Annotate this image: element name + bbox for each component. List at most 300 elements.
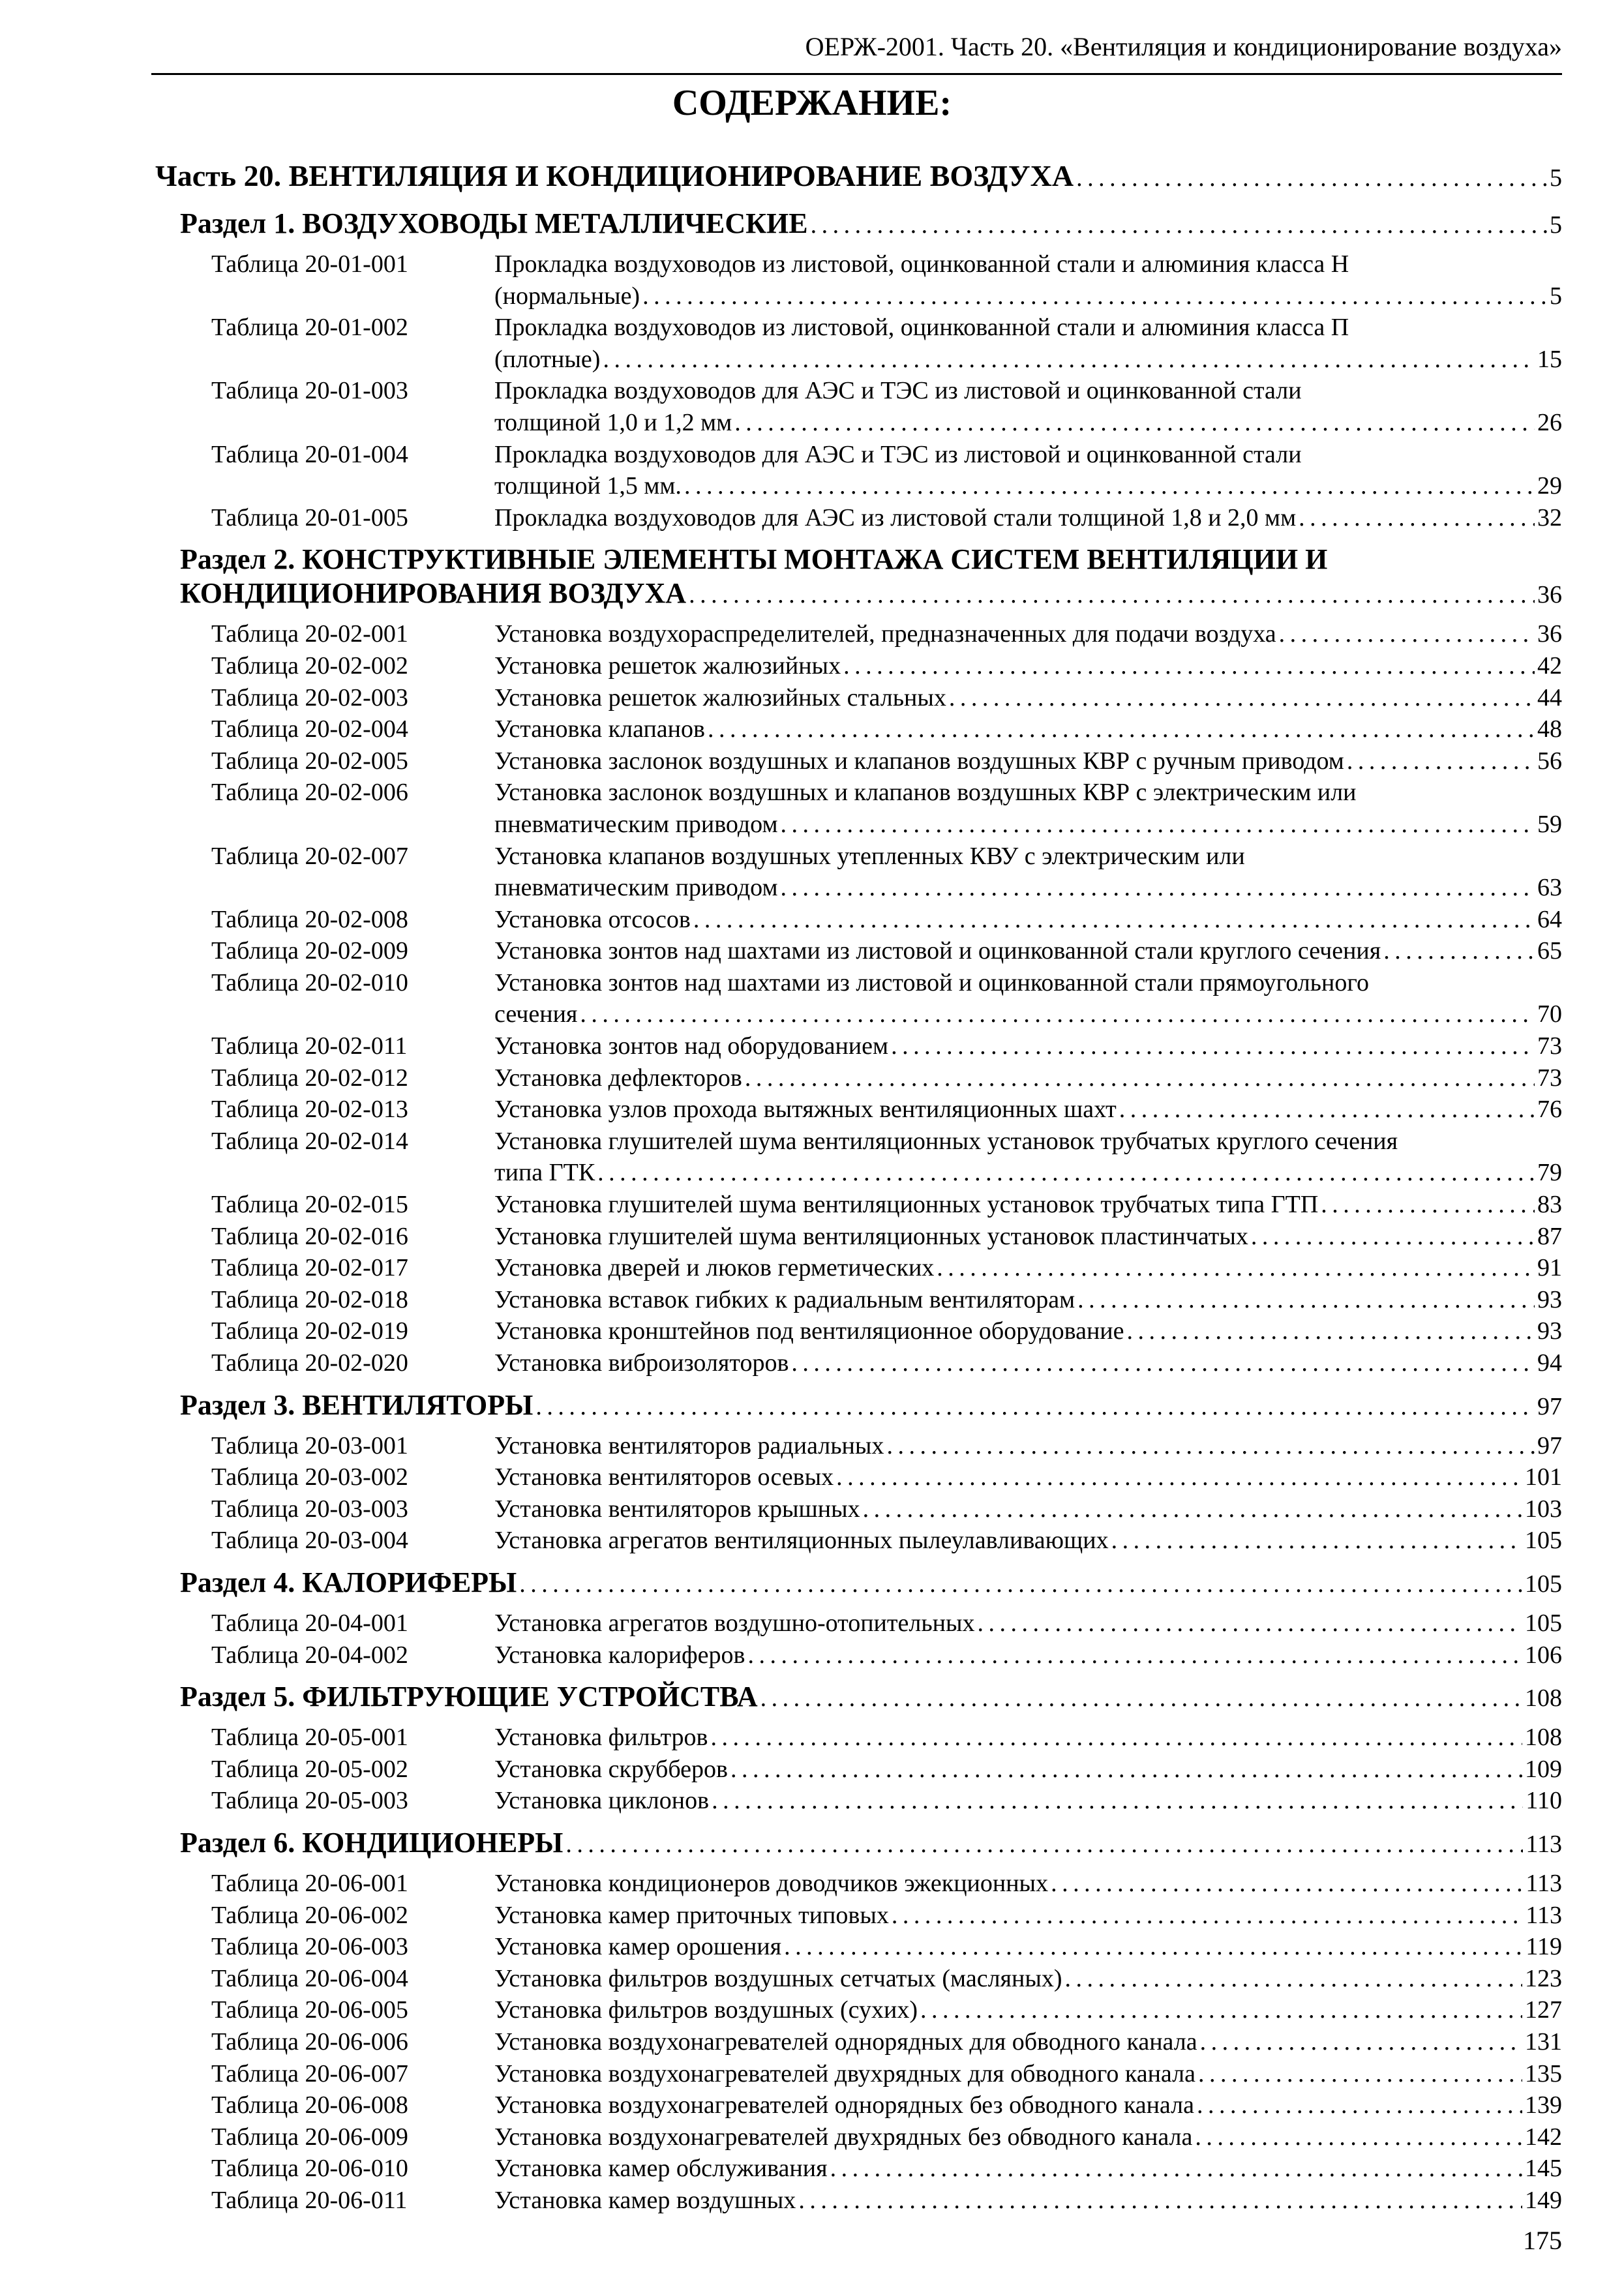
toc-entry-title: Установка камер обслуживания (494, 2155, 828, 2183)
toc-leader-line (494, 1493, 1562, 1525)
toc-page-number: 135 (1525, 2059, 1562, 2087)
toc-entry-text (494, 312, 1562, 375)
toc-page-number: 73 (1537, 1032, 1562, 1060)
toc-page-number: 101 (1525, 1463, 1562, 1491)
toc-section-heading-line1: Раздел 2. КОНСТРУКТИВНЫЕ ЭЛЕМЕНТЫ МОНТАЖА СИСТЕМ ВЕНТИЛЯЦИИ И (180, 543, 1328, 576)
toc-entry-text (494, 618, 1562, 650)
toc-entry-title: Установка глушителей шума вентиляционных установок пластинчатых (494, 1222, 1248, 1250)
toc-page-number: 105 (1525, 1570, 1562, 1598)
toc-entry-title: толщиной 1,0 и 1,2 мм (494, 408, 732, 436)
toc-table-entry[interactable] (155, 618, 1562, 650)
toc-page-number: 105 (1525, 1527, 1562, 1555)
toc-page-number: 139 (1525, 2091, 1562, 2119)
toc-table-code: Таблица 20-02-013 (211, 1096, 408, 1124)
toc-entry-title: Установка циклонов (494, 1787, 710, 1815)
toc-table-entry[interactable] (155, 1347, 1562, 1379)
toc-entry-title: Установка скрубберов (494, 1755, 728, 1783)
toc-entry-text (494, 777, 1562, 840)
toc-table-code: Таблица 20-02-007 (211, 842, 408, 870)
toc-entry-text (494, 1252, 1562, 1284)
toc-leader-line (494, 470, 1562, 502)
toc-entry-title: Установка клапанов (494, 715, 705, 743)
toc-table-entry[interactable] (155, 1754, 1562, 1786)
dot-leader (1119, 1094, 1535, 1126)
toc-page-number: 36 (1537, 581, 1562, 609)
toc-page-number: 109 (1525, 1755, 1562, 1783)
toc-entry-title: Установка камер орошения (494, 1933, 782, 1961)
toc-table-entry[interactable] (155, 312, 1562, 375)
toc-table-entry[interactable] (155, 1284, 1562, 1316)
toc-entry-title: Установка отсосов (494, 905, 691, 933)
toc-table-code: Таблица 20-06-010 (211, 2155, 408, 2183)
dot-leader (711, 1722, 1523, 1754)
toc-table-code: Таблица 20-05-002 (211, 1755, 408, 1783)
toc-page-number: 145 (1525, 2155, 1562, 2183)
toc-table-entry[interactable] (155, 777, 1562, 840)
toc-table-entry[interactable] (155, 2185, 1562, 2217)
toc-leader-line (494, 2089, 1562, 2121)
toc-table-entry[interactable] (155, 1639, 1562, 1671)
dot-leader (781, 872, 1535, 904)
dot-leader (949, 682, 1535, 714)
toc-page-number: 76 (1537, 1096, 1562, 1124)
toc-entry-title: (нормальные) (494, 282, 640, 310)
toc-page-number: 123 (1525, 1964, 1562, 1992)
toc-table-entry[interactable] (155, 1094, 1562, 1126)
toc-table-code: Таблица 20-02-003 (211, 683, 408, 711)
toc-leader-line (494, 1221, 1562, 1253)
toc-table-entry[interactable] (155, 2026, 1562, 2058)
toc-entry-text (494, 1525, 1562, 1557)
toc-table-code: Таблица 20-04-002 (211, 1641, 408, 1669)
toc-entry-title: Установка кондиционеров доводчиков эжекционных (494, 1869, 1049, 1897)
toc-part-heading[interactable] (155, 157, 1562, 198)
toc-leader-line (180, 1680, 1562, 1715)
toc-page-number: 48 (1537, 715, 1562, 743)
toc-page-number: 113 (1526, 1869, 1562, 1897)
toc-table-entry[interactable] (155, 2089, 1562, 2121)
toc-table-entry[interactable] (155, 745, 1562, 777)
toc-section-heading[interactable] (155, 1826, 1562, 1861)
toc-table-code: Таблица 20-02-011 (211, 1032, 408, 1060)
toc-leader-line (494, 1094, 1562, 1126)
dot-leader (535, 1388, 1535, 1424)
dot-leader (1127, 1315, 1535, 1347)
toc-table-entry[interactable] (155, 1030, 1562, 1062)
toc-entry-text (494, 745, 1562, 777)
toc-leader-line (494, 1430, 1562, 1462)
toc-page-number: 36 (1537, 620, 1562, 648)
toc-table-entry[interactable] (155, 1931, 1562, 1963)
toc-leader-line (494, 2121, 1562, 2153)
dot-leader (760, 1680, 1522, 1715)
dot-leader (1321, 1189, 1535, 1221)
toc-entry-title: Установка камер приточных типовых (494, 1901, 889, 1929)
toc-entry-title: Установка воздухонагревателей однорядных для обводного канала (494, 2027, 1197, 2056)
toc-entry-text (494, 1062, 1562, 1094)
toc-leader-line (155, 157, 1562, 198)
toc-table-code: Таблица 20-03-001 (211, 1431, 408, 1459)
toc-table-code: Таблица 20-03-003 (211, 1495, 408, 1523)
toc-section-heading[interactable] (155, 543, 1562, 612)
toc-page-number: 108 (1525, 1684, 1562, 1713)
toc-entry-title: пневматическим приводом (494, 874, 778, 902)
dot-leader (1200, 2026, 1522, 2058)
toc-entry-title: Установка фильтров (494, 1724, 708, 1752)
toc-page-number: 73 (1537, 1064, 1562, 1092)
toc-leader-line (494, 1785, 1562, 1817)
toc-entry-text (494, 1094, 1562, 1126)
toc-leader-line (494, 2026, 1562, 2058)
toc-table-entry[interactable] (155, 1062, 1562, 1094)
toc-entry-title: Установка вставок гибких к радиальным вентиляторам (494, 1285, 1075, 1313)
toc-table-entry[interactable] (155, 682, 1562, 714)
toc-page-number: 127 (1525, 1996, 1562, 2024)
toc-table-entry[interactable] (155, 1315, 1562, 1347)
dot-leader (784, 1931, 1523, 1963)
dot-leader (836, 1461, 1522, 1493)
toc-entry-text (494, 904, 1562, 936)
toc-leader-line (494, 280, 1562, 312)
toc-leader-line (494, 1900, 1562, 1932)
toc-entry-text (494, 1931, 1562, 1963)
toc-table-entry[interactable] (155, 1221, 1562, 1253)
toc-page-number: 5 (1550, 282, 1562, 310)
toc-entry-title: Установка заслонок воздушных и клапанов воздушных КВР с ручным приводом (494, 747, 1344, 775)
toc-leader-line (180, 207, 1562, 242)
toc-table-entry[interactable] (155, 1252, 1562, 1284)
dot-leader (1077, 1284, 1535, 1316)
toc-table-entry[interactable] (155, 1994, 1562, 2026)
toc-entry-title: Установка виброизоляторов (494, 1349, 789, 1377)
toc-table-entry[interactable] (155, 1493, 1562, 1525)
toc-table-code: Таблица 20-06-006 (211, 2027, 408, 2056)
toc-page-number: 44 (1537, 683, 1562, 711)
toc-table-entry[interactable] (155, 1608, 1562, 1639)
toc-entry-title-line1: Прокладка воздуховодов из листовой, оцинкованной стали и алюминия класса П (494, 314, 1349, 342)
toc-table-code: Таблица 20-01-001 (211, 250, 408, 278)
toc-page-number: 87 (1537, 1222, 1562, 1250)
toc-leader-line (494, 1868, 1562, 1900)
toc-entry-text (494, 1900, 1562, 1932)
toc-table-code: Таблица 20-02-001 (211, 620, 408, 648)
toc-page-number: 131 (1525, 2027, 1562, 2056)
toc-leader-line (494, 713, 1562, 745)
toc-entry-title: (плотные) (494, 345, 601, 373)
toc-entry-text (494, 713, 1562, 745)
toc-entry-text (494, 967, 1562, 1030)
toc-table-code: Таблица 20-02-019 (211, 1317, 408, 1345)
toc-table-code: Таблица 20-03-004 (211, 1527, 408, 1555)
toc-page-number: 83 (1537, 1191, 1562, 1219)
toc-entry-text (494, 375, 1562, 438)
dot-leader (978, 1608, 1522, 1639)
dot-leader (1197, 2089, 1522, 2121)
toc-table-code: Таблица 20-02-014 (211, 1127, 408, 1155)
header-rule (151, 73, 1562, 75)
toc-table-entry[interactable] (155, 1868, 1562, 1900)
toc-entry-title-line1: Прокладка воздуховодов для АЭС и ТЭС из листовой и оцинкованной стали (494, 377, 1302, 405)
toc-table-entry[interactable] (155, 650, 1562, 682)
toc-leader-line (494, 1189, 1562, 1221)
toc-leader-line (494, 904, 1562, 936)
dot-leader (712, 1785, 1523, 1817)
dot-leader (745, 1062, 1535, 1094)
dot-leader (730, 1754, 1522, 1786)
toc-entry-text (494, 2121, 1562, 2153)
toc-page-number: 32 (1537, 503, 1562, 531)
toc-entry-text (494, 2185, 1562, 2217)
dot-leader (830, 2153, 1522, 2185)
toc-section-heading[interactable] (155, 1388, 1562, 1424)
toc-table-entry[interactable] (155, 1189, 1562, 1221)
dot-leader (1111, 1525, 1522, 1557)
toc-table-entry[interactable] (155, 904, 1562, 936)
toc-page-number: 103 (1525, 1495, 1562, 1523)
toc-table-code: Таблица 20-02-012 (211, 1064, 408, 1092)
toc-leader-line (494, 745, 1562, 777)
toc-leader-line (494, 2058, 1562, 2090)
toc-entry-title-line1: Прокладка воздуховодов для АЭС и ТЭС из листовой и оцинкованной стали (494, 440, 1302, 468)
toc-page-number: 29 (1537, 472, 1562, 500)
toc-entry-text (494, 1868, 1562, 1900)
toc-leader-line (494, 2153, 1562, 2185)
toc-entry-text (494, 2026, 1562, 2058)
toc-entry-text (494, 1126, 1562, 1189)
toc-entry-text (494, 502, 1562, 534)
toc-table-entry[interactable] (155, 2121, 1562, 2153)
toc-entry-text (494, 1221, 1562, 1253)
dot-leader (1051, 1868, 1523, 1900)
toc-entry-text (494, 1347, 1562, 1379)
toc-table-code: Таблица 20-06-005 (211, 1996, 408, 2024)
toc-table-entry[interactable] (155, 1963, 1562, 1995)
toc-table-code: Таблица 20-02-005 (211, 747, 408, 775)
toc-table-entry[interactable] (155, 1900, 1562, 1932)
toc-leader-line (494, 935, 1562, 967)
toc-table-code: Таблица 20-01-005 (211, 503, 408, 531)
dot-leader (791, 1347, 1535, 1379)
toc-page-number: 93 (1537, 1317, 1562, 1345)
toc-entry-text (494, 1785, 1562, 1817)
toc-entry-title: типа ГТК (494, 1159, 595, 1187)
toc-table-entry[interactable] (155, 2058, 1562, 2090)
toc-entry-text (494, 2058, 1562, 2090)
toc-entry-text (494, 682, 1562, 714)
toc-page-number: 91 (1537, 1254, 1562, 1282)
dot-leader (689, 576, 1535, 612)
toc-leader-line (494, 650, 1562, 682)
toc-entry-title: Установка агрегатов вентиляционных пылеулавливающих (494, 1527, 1109, 1555)
toc-leader-line (494, 1252, 1562, 1284)
toc-page-number: 97 (1537, 1431, 1562, 1459)
toc-leader-line (494, 1525, 1562, 1557)
toc-entry-title: Установка глушителей шума вентиляционных установок трубчатых типа ГТП (494, 1191, 1319, 1219)
toc-leader-line (494, 618, 1562, 650)
toc-table-code: Таблица 20-02-010 (211, 968, 408, 996)
dot-leader (734, 407, 1535, 439)
toc-table-code: Таблица 20-06-001 (211, 1869, 408, 1897)
toc-entry-title: Установка камер воздушных (494, 2186, 796, 2214)
toc-section-heading[interactable] (155, 1566, 1562, 1601)
toc-entry-title: Установка воздухонагревателей однорядных без обводного канала (494, 2091, 1194, 2119)
toc-entry-title-line1: Установка заслонок воздушных и клапанов воздушных КВР с электрическим или (494, 779, 1357, 807)
toc-page-number: 105 (1525, 1609, 1562, 1637)
dot-leader (1299, 502, 1535, 534)
dot-leader (891, 1030, 1535, 1062)
toc-page-number: 42 (1537, 651, 1562, 680)
toc-entry-title: Установка зонтов над оборудованием (494, 1032, 889, 1060)
toc-table-entry[interactable] (155, 1430, 1562, 1462)
dot-leader (580, 998, 1535, 1030)
toc-entry-text (494, 841, 1562, 904)
toc-page-number: 93 (1537, 1285, 1562, 1313)
dot-leader (684, 470, 1535, 502)
dot-leader (1383, 935, 1535, 967)
toc-table-code: Таблица 20-04-001 (211, 1609, 408, 1637)
toc-table-entry[interactable] (155, 502, 1562, 534)
toc-leader-line (494, 998, 1562, 1030)
toc-table-entry[interactable] (155, 713, 1562, 745)
toc-table-code: Таблица 20-01-003 (211, 377, 408, 405)
toc-leader-line (180, 1566, 1562, 1601)
toc-table-code: Таблица 20-02-017 (211, 1254, 408, 1282)
dot-leader (1251, 1221, 1535, 1253)
toc-entry-text (494, 248, 1562, 312)
toc-entry-title: Установка фильтров воздушных сетчатых (масляных) (494, 1964, 1062, 1992)
toc-table-code: Таблица 20-06-004 (211, 1964, 408, 1992)
toc-table-entry[interactable] (155, 2153, 1562, 2185)
toc-entry-title: Установка решеток жалюзийных стальных (494, 683, 946, 711)
toc-page-number: 59 (1537, 810, 1562, 838)
toc-table-code: Таблица 20-02-002 (211, 651, 408, 680)
toc-table-entry[interactable] (155, 1461, 1562, 1493)
toc-leader-line (494, 1754, 1562, 1786)
toc-leader-line (494, 502, 1562, 534)
dot-leader (811, 207, 1547, 242)
dot-leader (892, 1900, 1524, 1932)
toc-leader-line (494, 1284, 1562, 1316)
dot-leader (843, 650, 1535, 682)
toc-entry-title: Раздел 1. ВОЗДУХОВОДЫ МЕТАЛЛИЧЕСКИЕ (180, 207, 808, 239)
toc-page-number: 26 (1537, 408, 1562, 436)
toc-table-code: Таблица 20-06-002 (211, 1901, 408, 1929)
toc-table-entry[interactable] (155, 439, 1562, 502)
toc-page-number: 149 (1525, 2186, 1562, 2214)
dot-leader (798, 2185, 1522, 2217)
toc-page-number: 64 (1537, 905, 1562, 933)
toc-page-number: 108 (1525, 1724, 1562, 1752)
toc-entry-title: Установка вентиляторов радиальных (494, 1431, 884, 1459)
toc-entry-title: Установка решеток жалюзийных (494, 651, 841, 680)
toc-table-entry[interactable] (155, 1126, 1562, 1189)
toc-entry-text (494, 1189, 1562, 1221)
toc-table-code: Таблица 20-02-015 (211, 1191, 408, 1219)
dot-leader (781, 809, 1535, 841)
toc-entry-title: Установка вентиляторов крышных (494, 1495, 860, 1523)
toc-entry-title: пневматическим приводом (494, 810, 778, 838)
dot-leader (565, 1826, 1523, 1861)
toc-entry-title: Раздел 3. ВЕНТИЛЯТОРЫ (180, 1388, 534, 1421)
page-title: СОДЕРЖАНИЕ: (672, 83, 952, 123)
toc-table-code: Таблица 20-03-002 (211, 1463, 408, 1491)
toc-leader-line (494, 2185, 1562, 2217)
toc-page-number: 119 (1526, 1933, 1562, 1961)
dot-leader (748, 1639, 1523, 1671)
toc-entry-title-line1: Установка глушителей шума вентиляционных установок трубчатых круглого сечения (494, 1127, 1398, 1155)
toc-entry-text (494, 1461, 1562, 1493)
dot-leader (1195, 2121, 1522, 2153)
dot-leader (1279, 618, 1535, 650)
toc-entry-text (494, 2089, 1562, 2121)
toc-table-entry[interactable] (155, 248, 1562, 312)
toc-entry-text (494, 439, 1562, 502)
toc-page-number: 65 (1537, 937, 1562, 965)
toc-entry-text (494, 1754, 1562, 1786)
toc-table-code: Таблица 20-06-007 (211, 2059, 408, 2087)
toc-leader-line (180, 1388, 1562, 1424)
toc-leader-line (494, 1963, 1562, 1995)
toc-table-entry[interactable] (155, 1525, 1562, 1557)
toc-entry-text (494, 1430, 1562, 1462)
toc-entry-title: Установка воздухонагревателей двухрядных без обводного канала (494, 2123, 1193, 2151)
toc-page-number: 113 (1526, 1830, 1562, 1858)
toc-leader-line (494, 1722, 1562, 1754)
toc-table-entry[interactable] (155, 967, 1562, 1030)
dot-leader (519, 1566, 1522, 1601)
toc-table-entry[interactable] (155, 1785, 1562, 1817)
table-of-contents (155, 157, 1562, 2216)
toc-entry-title: Часть 20. ВЕНТИЛЯЦИЯ И КОНДИЦИОНИРОВАНИЕ ВОЗДУХА (155, 159, 1074, 192)
dot-leader (1347, 745, 1535, 777)
toc-table-code: Таблица 20-05-001 (211, 1724, 408, 1752)
toc-leader-line (494, 1347, 1562, 1379)
toc-page-number: 79 (1537, 1159, 1562, 1187)
toc-section-heading[interactable] (155, 1680, 1562, 1715)
toc-entry-text (494, 935, 1562, 967)
toc-table-code: Таблица 20-06-009 (211, 2123, 408, 2151)
dot-leader (1076, 157, 1547, 198)
toc-entry-title: Установка узлов прохода вытяжных вентиляционных шахт (494, 1096, 1117, 1124)
dot-leader (937, 1252, 1535, 1284)
toc-table-code: Таблица 20-05-003 (211, 1787, 408, 1815)
toc-leader-line (494, 407, 1562, 439)
toc-entry-title: Установка зонтов над шахтами из листовой и оцинкованной стали круглого сечения (494, 937, 1381, 965)
toc-page-number: 113 (1526, 1901, 1562, 1929)
toc-page-number: 70 (1537, 1000, 1562, 1028)
toc-entry-text (494, 1493, 1562, 1525)
toc-page-number: 15 (1537, 345, 1562, 373)
toc-entry-text (494, 1315, 1562, 1347)
toc-leader-line (494, 1608, 1562, 1639)
toc-page-number: 56 (1537, 747, 1562, 775)
toc-page-number: 5 (1550, 164, 1562, 192)
toc-page-number: 5 (1550, 211, 1562, 239)
toc-table-entry[interactable] (155, 935, 1562, 967)
toc-table-entry[interactable] (155, 375, 1562, 438)
toc-section-heading[interactable] (155, 207, 1562, 242)
toc-entry-text (494, 1722, 1562, 1754)
toc-entry-title: Установка воздухораспределителей, предназначенных для подачи воздуха (494, 620, 1276, 648)
toc-table-entry[interactable] (155, 841, 1562, 904)
toc-table-entry[interactable] (155, 1722, 1562, 1754)
toc-table-code: Таблица 20-02-006 (211, 779, 408, 807)
toc-table-code: Таблица 20-01-004 (211, 440, 408, 468)
running-header: ОЕРЖ-2001. Часть 20. «Вентиляция и кондиционирование воздуха» (805, 32, 1562, 61)
toc-entry-text (494, 650, 1562, 682)
toc-leader-line (494, 1994, 1562, 2026)
toc-table-code: Таблица 20-01-002 (211, 314, 408, 342)
